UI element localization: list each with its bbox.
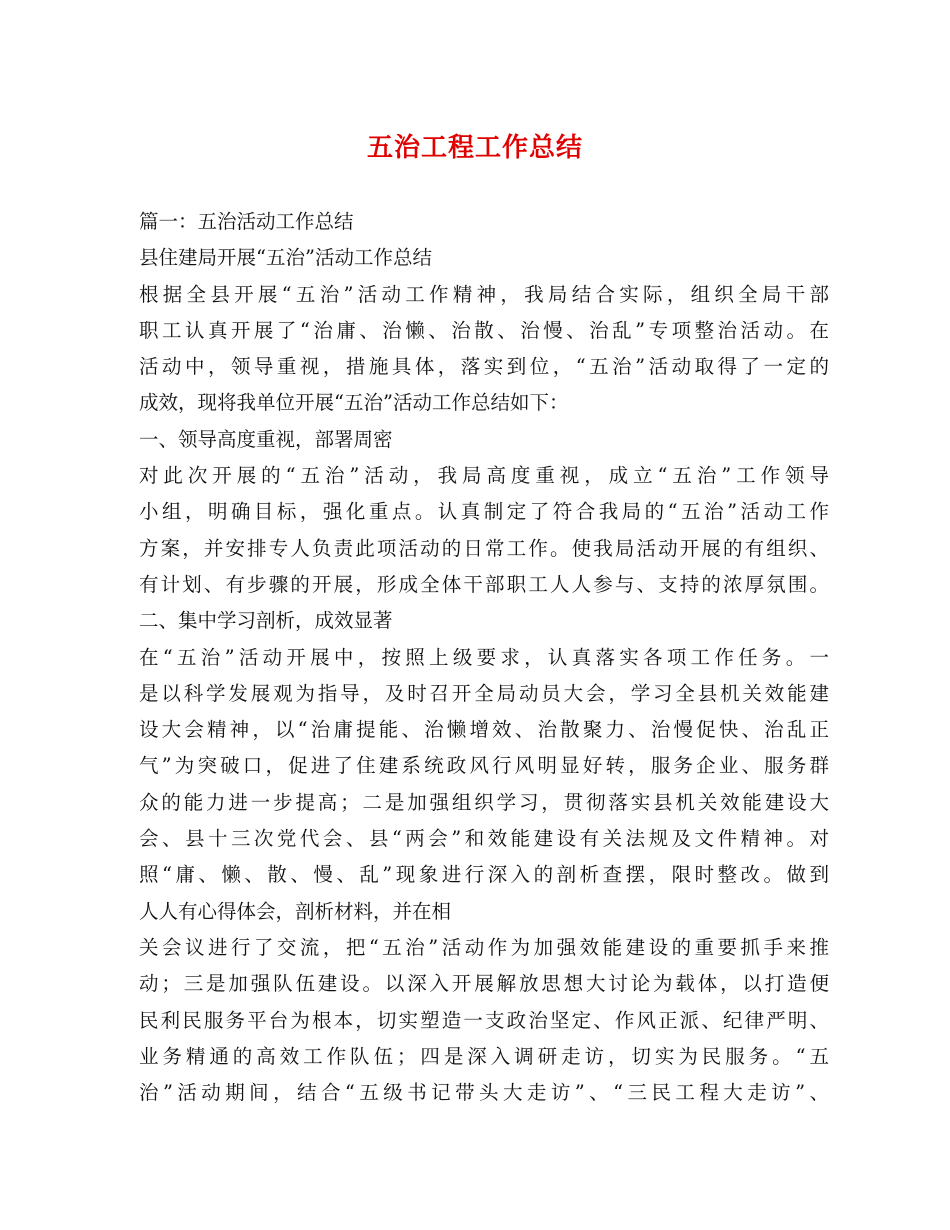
paragraph-line: 治”活动期间，结合“五级书记带头大走访”、“三民工程大走访”、 <box>139 1081 829 1105</box>
paragraph-line: 是以科学发展观为指导，及时召开全局动员大会，学习全县机关效能建 <box>139 681 829 705</box>
paragraph-line: 气”为突破口，促进了住建系统政风行风明显好转，服务企业、服务群 <box>139 754 829 778</box>
paragraph-line: 在“五治”活动开展中，按照上级要求，认真落实各项工作任务。一 <box>139 645 829 669</box>
paragraph-line: 活动中，领导重视，措施具体，落实到位，“五治”活动取得了一定的 <box>139 355 829 379</box>
paragraph-line: 小组，明确目标，强化重点。认真制定了符合我局的“五治”活动工作 <box>139 500 829 524</box>
section-heading: 篇一：五治活动工作总结 <box>139 210 354 233</box>
paragraph-line: 照“庸、懒、散、慢、乱”现象进行深入的剖析查摆，限时整改。做到 <box>139 863 829 887</box>
paragraph-line: 会、县十三次党代会、县“两会”和效能建设有关法规及文件精神。对 <box>139 827 829 851</box>
section-heading: 二、集中学习剖析，成效显著 <box>139 609 393 633</box>
document-title: 五治工程工作总结 <box>366 133 583 163</box>
paragraph-line: 关会议进行了交流，把“五治”活动作为加强效能建设的重要抓手来推 <box>139 935 829 959</box>
paragraph-line: 职工认真开展了“治庸、治懒、治散、治慢、治乱”专项整治活动。在 <box>139 318 829 342</box>
paragraph-line: 业务精通的高效工作队伍；四是深入调研走访，切实为民服务。“五 <box>139 1044 829 1068</box>
paragraph-line: 有计划、有步骤的开展，形成全体干部职工人人参与、支持的浓厚氛围。 <box>139 572 829 596</box>
paragraph-line: 民利民服务平台为根本，切实塑造一支政治坚定、作风正派、纪律严明、 <box>139 1008 829 1032</box>
paragraph-line: 对此次开展的“五治”活动，我局高度重视，成立“五治”工作领导 <box>139 464 829 488</box>
subtitle-line: 县住建局开展“五治”活动工作总结 <box>139 246 432 270</box>
paragraph-line: 动；三是加强队伍建设。以深入开展解放思想大讨论为载体，以打造便 <box>139 972 829 996</box>
paragraph-line: 方案，并安排专人负责此项活动的日常工作。使我局活动开展的有组织、 <box>139 536 829 560</box>
paragraph-line: 众的能力进一步提高；二是加强组织学习，贯彻落实县机关效能建设大 <box>139 790 829 814</box>
section-heading: 一、领导高度重视，部署周密 <box>139 427 393 451</box>
paragraph-line: 根据全县开展“五治”活动工作精神，我局结合实际，组织全局干部 <box>139 282 829 306</box>
paragraph-line: 成效，现将我单位开展“五治”活动工作总结如下： <box>139 391 569 415</box>
paragraph-line: 人人有心得体会，剖析材料，并在相 <box>139 899 452 923</box>
paragraph-line: 设大会精神，以“治庸提能、治懒增效、治散聚力、治慢促快、治乱正 <box>139 718 829 742</box>
document-body <box>139 204 829 1111</box>
